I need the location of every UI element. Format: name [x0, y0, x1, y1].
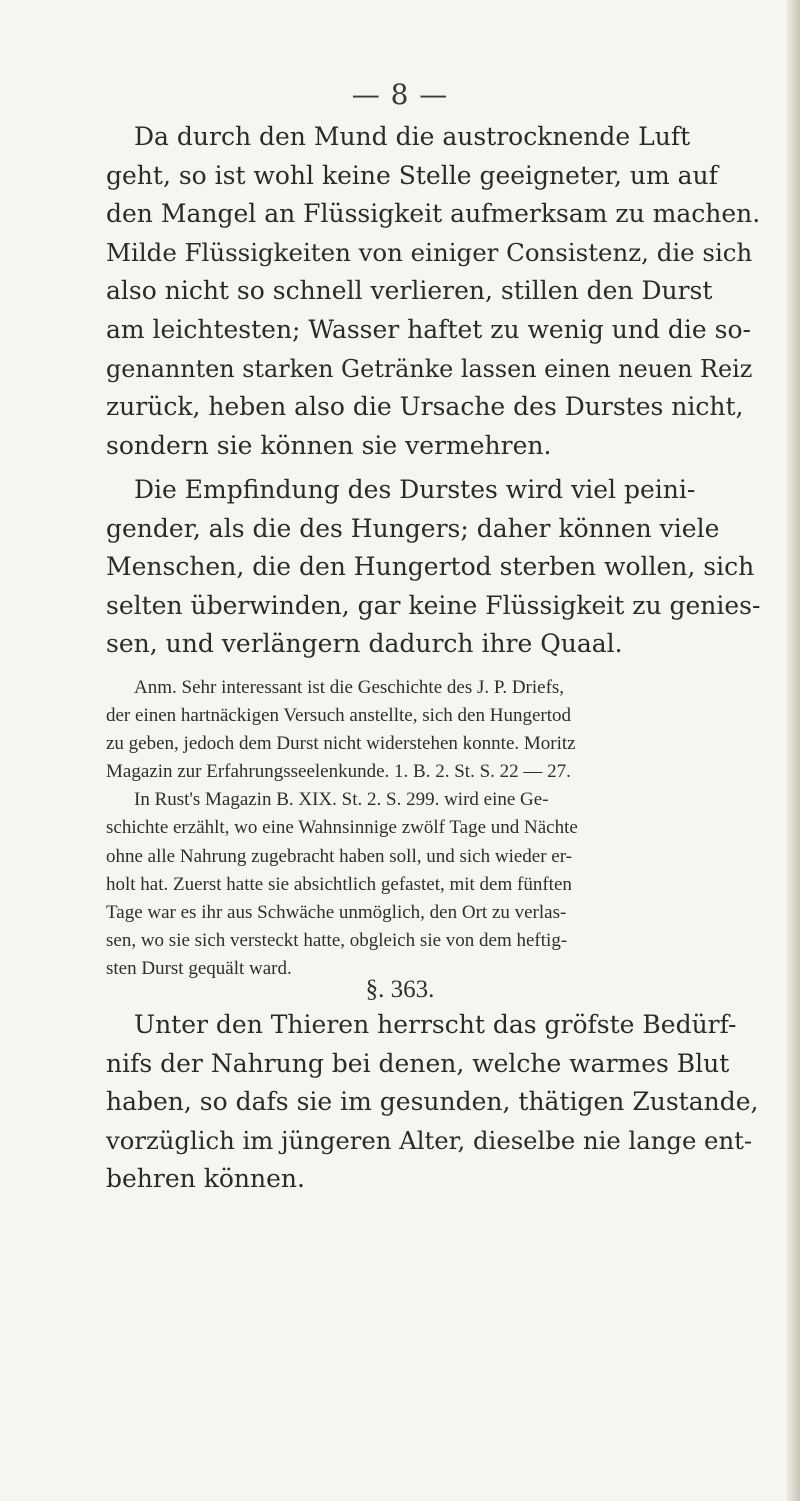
- text-line: genannten starken Getränke lassen einen neuen Reiz: [106, 354, 753, 383]
- text-line: nifs der Nahrung bei denen, welche warmes Blut: [106, 1048, 730, 1078]
- note-line: Anm. Sehr interessant ist die Geschichte des J. P. Driefs,: [134, 677, 565, 698]
- note-line: Magazin zur Erfahrungsseelenkunde. 1. B. 2. St. S. 22 — 27.: [106, 761, 571, 783]
- note-line: sen, wo sie sich versteckt hatte, obgleich sie von dem heftig-: [106, 929, 568, 951]
- note-line: ohne alle Nahrung zugebracht haben soll, und sich wieder er-: [106, 845, 573, 867]
- text-line: zurück, heben also die Ursache des Durstes nicht,: [106, 392, 744, 422]
- annotation-note: [106, 674, 766, 983]
- paragraph-thirst-mouth: [106, 118, 766, 465]
- text-line: sondern sie können sie vermehren.: [106, 430, 552, 460]
- text-line: vorzüglich im jüngeren Alter, dieselbe nie lange ent-: [106, 1125, 753, 1155]
- note-line: sten Durst gequält ward.: [106, 957, 292, 979]
- text-line: geht, so ist wohl keine Stelle geeigneter, um auf: [106, 160, 718, 190]
- note-line: zu geben, jedoch dem Durst nicht widerstehen konnte. Moritz: [106, 733, 576, 755]
- text-line: also nicht so schnell verlieren, stillen den Durst: [106, 276, 713, 306]
- text-line: den Mangel an Flüssigkeit aufmerksam zu machen.: [106, 199, 761, 229]
- text-line: Die Empfindung des Durstes wird viel peini-: [134, 475, 696, 504]
- text-line: behren können.: [106, 1164, 305, 1194]
- text-line: selten überwinden, gar keine Flüssigkeit zu genies-: [106, 590, 761, 620]
- text-line: sen, und verlängern dadurch ihre Quaal.: [106, 629, 623, 659]
- text-line: Milde Flüssigkeiten von einiger Consistenz, die sich: [106, 237, 753, 267]
- text-line: Da durch den Mund die austrocknende Luft: [134, 122, 691, 151]
- paragraph-thirst-sensation: [106, 471, 766, 664]
- paragraph-animals-nutrition: [106, 1006, 766, 1199]
- note-line: Tage war es ihr aus Schwäche unmöglich, den Ort zu verlas-: [106, 901, 567, 923]
- text-line: Unter den Thieren herrscht das gröfste Bedürf-: [134, 1010, 737, 1039]
- note-line: der einen hartnäckigen Versuch anstellte, sich den Hungertod: [106, 705, 571, 727]
- page-number: — 8 —: [351, 78, 449, 111]
- text-line: am leichtesten; Wasser haftet zu wenig und die so-: [106, 314, 751, 344]
- note-line: holt hat. Zuerst hatte sie absichtlich gefastet, mit dem fünften: [106, 873, 572, 895]
- section-heading: §. 363.: [365, 976, 435, 1003]
- text-line: gender, als die des Hungers; daher können viele: [106, 513, 720, 543]
- note-line: In Rust's Magazin B. XIX. St. 2. S. 299. wird eine Ge-: [134, 789, 549, 811]
- text-line: haben, so dafs sie im gesunden, thätigen Zustande,: [106, 1087, 759, 1117]
- note-line: schichte erzählt, wo eine Wahnsinnige zwölf Tage und Nächte: [106, 817, 578, 839]
- page-edge: [786, 0, 800, 1501]
- text-line: Menschen, die den Hungertod sterben wollen, sich: [106, 552, 755, 582]
